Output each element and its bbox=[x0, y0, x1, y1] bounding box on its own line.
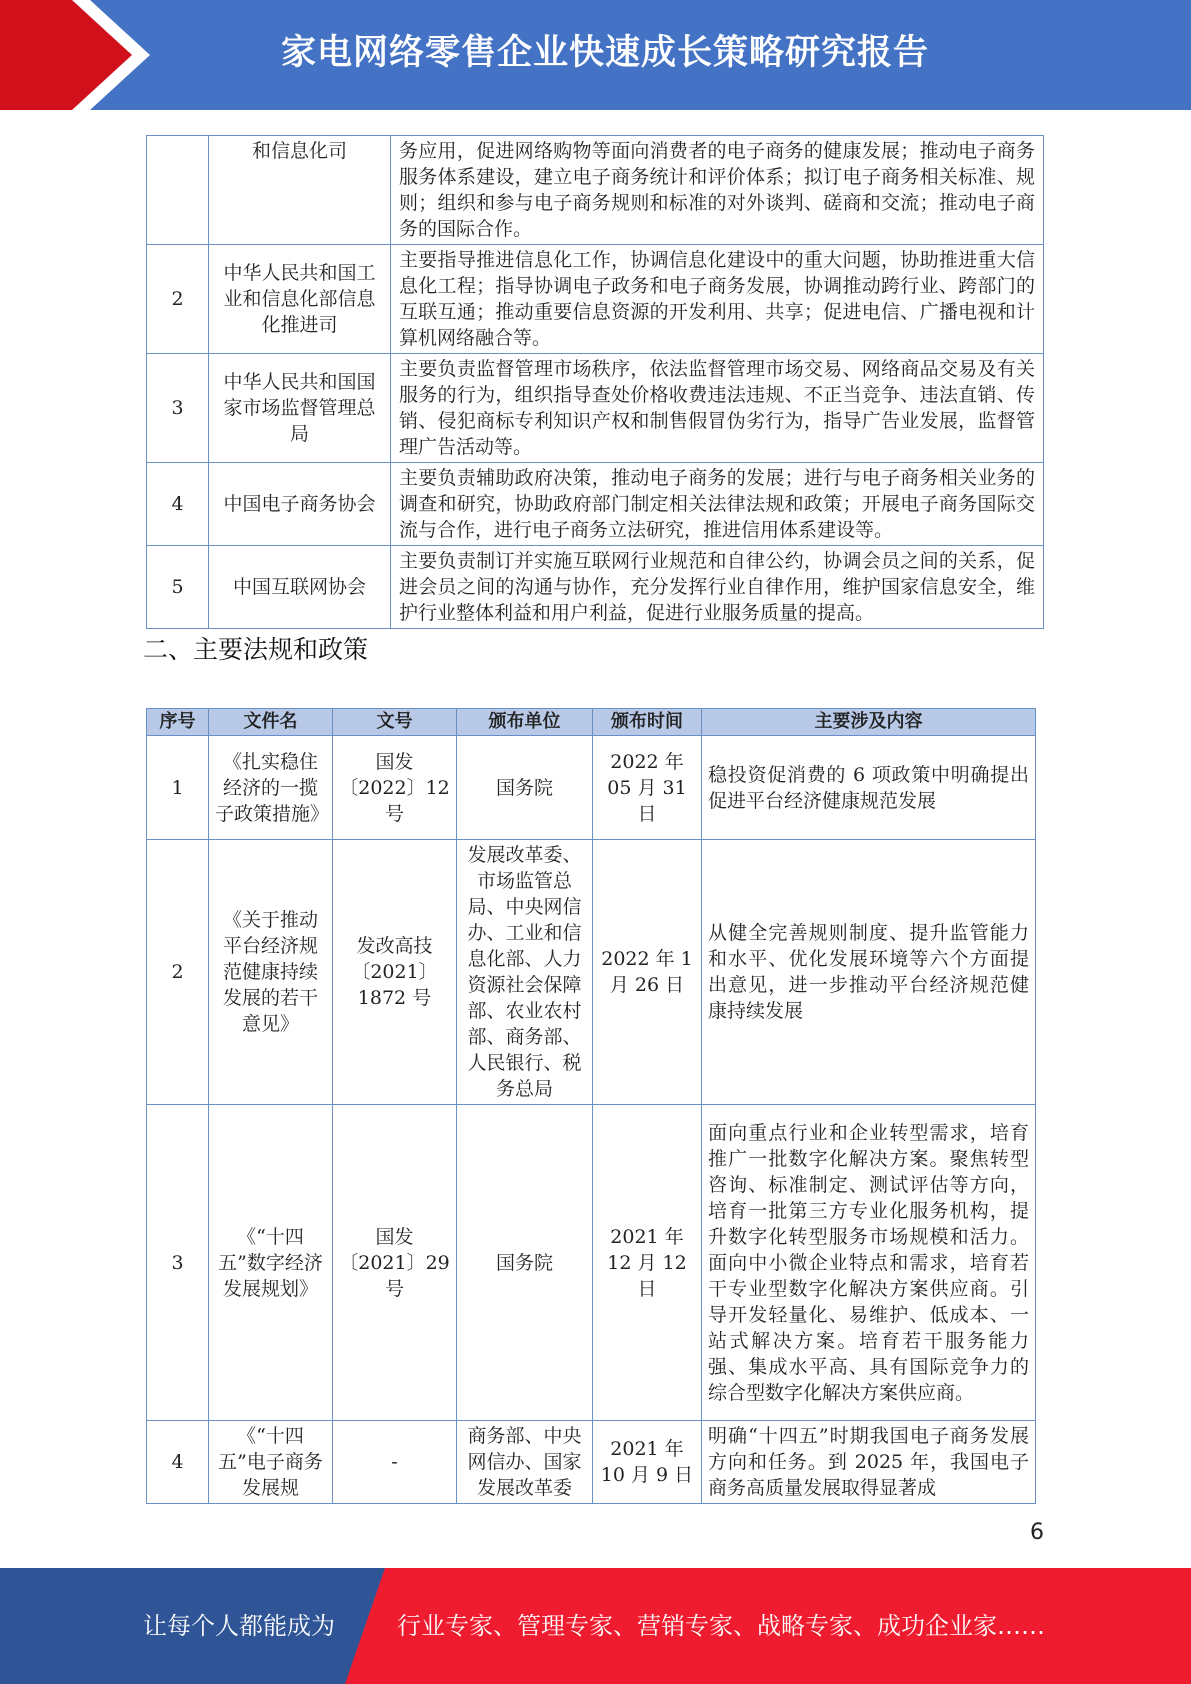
issuer-cell: 国务院 bbox=[457, 1105, 593, 1421]
column-header-issuer: 颁布单位 bbox=[457, 709, 593, 736]
table-row bbox=[147, 546, 1044, 629]
org-cell: 中国电子商务协会 bbox=[209, 463, 391, 546]
organizations-table bbox=[146, 135, 1044, 629]
table-row bbox=[147, 1105, 1036, 1421]
seq-cell bbox=[147, 136, 209, 245]
doc-no-cell: 国发〔2021〕29 号 bbox=[333, 1105, 457, 1421]
report-title: 家电网络零售企业快速成长策略研究报告 bbox=[280, 33, 929, 73]
seq-cell: 2 bbox=[147, 245, 209, 354]
duty-cell: 主要负责监督管理市场秩序，依法监督管理市场交易、网络商品交易及有关服务的行为，组织指导查处价格收费违法违规、不正当竞争、违法直销、传销、侵犯商标专利知识产权和制售假冒伪劣行为，指导广告业发展，监督管理广告活动等。 bbox=[391, 354, 1044, 463]
date-cell: 2022 年 05 月 31 日 bbox=[593, 736, 702, 840]
name-cell: 《“十四五”数字经济发展规划》 bbox=[209, 1105, 333, 1421]
doc-no-cell: - bbox=[333, 1421, 457, 1504]
seq-cell: 1 bbox=[147, 736, 209, 840]
column-header-name: 文件名 bbox=[209, 709, 333, 736]
page-number: 6 bbox=[1030, 1520, 1044, 1545]
duty-cell: 务应用，促进网络购物等面向消费者的电子商务的健康发展；推动电子商务服务体系建设，建立电子商务统计和评价体系；拟订电子商务相关标准、规则；组织和参与电子商务规则和标准的对外谈判、磋商和交流；推动电子商务的国际合作。 bbox=[391, 136, 1044, 245]
table-row bbox=[147, 840, 1036, 1105]
name-cell: 《关于推动平台经济规范健康持续发展的若干意见》 bbox=[209, 840, 333, 1105]
duty-cell: 主要负责制订并实施互联网行业规范和自律公约，协调会员之间的关系，促进会员之间的沟通与协作，充分发挥行业自律作用，维护国家信息安全，维护行业整体利益和用户利益，促进行业服务质量的提高。 bbox=[391, 546, 1044, 629]
duty-cell: 主要指导推进信息化工作，协调信息化建设中的重大问题，协助推进重大信息化工程；指导协调电子政务和电子商务发展，协调推动跨行业、跨部门的互联互通；推动重要信息资源的开发利用、共享；促进电信、广播电视和计算机网络融合等。 bbox=[391, 245, 1044, 354]
date-cell: 2022 年 1 月 26 日 bbox=[593, 840, 702, 1105]
org-cell: 中华人民共和国工业和信息化部信息化推进司 bbox=[209, 245, 391, 354]
content-cell: 从健全完善规则制度、提升监管能力和水平、优化发展环境等六个方面提出意见，进一步推动平台经济规范健康持续发展 bbox=[702, 840, 1036, 1105]
name-cell: 《扎实稳住经济的一揽子政策措施》 bbox=[209, 736, 333, 840]
duty-cell: 主要负责辅助政府决策，推动电子商务的发展；进行与电子商务相关业务的调查和研究，协助政府部门制定相关法律法规和政策；开展电子商务国际交流与合作，进行电子商务立法研究，推进信用体系建设等。 bbox=[391, 463, 1044, 546]
footer-slogan-right: 行业专家、管理专家、营销专家、战略专家、成功企业家…… bbox=[397, 1612, 1045, 1640]
seq-cell: 4 bbox=[147, 463, 209, 546]
seq-cell: 5 bbox=[147, 546, 209, 629]
seq-cell: 3 bbox=[147, 1105, 209, 1421]
org-cell: 和信息化司 bbox=[209, 136, 391, 245]
column-header-date: 颁布时间 bbox=[593, 709, 702, 736]
table-header-row bbox=[147, 709, 1036, 736]
content-cell: 稳投资促消费的 6 项政策中明确提出促进平台经济健康规范发展 bbox=[702, 736, 1036, 840]
content-cell: 面向重点行业和企业转型需求，培育推广一批数字化解决方案。聚焦转型咨询、标准制定、测试评估等方向，培育一批第三方专业化服务机构，提升数字化转型服务市场规模和活力。面向中小微企业特点和需求，培育若干专业型数字化解决方案供应商。引导开发轻量化、易维护、低成本、一站式解决方案。培育若干服务能力强、集成水平高、具有国际竞争力的综合型数字化解决方案供应商。 bbox=[702, 1105, 1036, 1421]
issuer-cell: 国务院 bbox=[457, 736, 593, 840]
column-header-doc-no: 文号 bbox=[333, 709, 457, 736]
page-header bbox=[0, 0, 1191, 110]
org-cell: 中华人民共和国国家市场监督管理总局 bbox=[209, 354, 391, 463]
seq-cell: 2 bbox=[147, 840, 209, 1105]
seq-cell: 3 bbox=[147, 354, 209, 463]
table-row bbox=[147, 136, 1044, 245]
section-heading: 二、主要法规和政策 bbox=[143, 635, 369, 664]
table-row bbox=[147, 245, 1044, 354]
table-row bbox=[147, 1421, 1036, 1504]
footer-slogan-left: 让每个人都能成为 bbox=[143, 1612, 335, 1640]
seq-cell: 4 bbox=[147, 1421, 209, 1504]
table-row bbox=[147, 463, 1044, 546]
doc-no-cell: 国发〔2022〕12 号 bbox=[333, 736, 457, 840]
name-cell: 《“十四五”电子商务发展规 bbox=[209, 1421, 333, 1504]
table-row bbox=[147, 354, 1044, 463]
doc-no-cell: 发改高技〔2021〕1872 号 bbox=[333, 840, 457, 1105]
page-footer bbox=[0, 1568, 1191, 1684]
policies-table bbox=[146, 708, 1036, 1504]
table-row bbox=[147, 736, 1036, 840]
date-cell: 2021 年 12 月 12 日 bbox=[593, 1105, 702, 1421]
column-header-content: 主要涉及内容 bbox=[702, 709, 1036, 736]
org-cell: 中国互联网协会 bbox=[209, 546, 391, 629]
column-header-seq: 序号 bbox=[147, 709, 209, 736]
issuer-cell: 发展改革委、市场监管总局、中央网信办、工业和信息化部、人力资源社会保障部、农业农村部、商务部、人民银行、税务总局 bbox=[457, 840, 593, 1105]
date-cell: 2021 年 10 月 9 日 bbox=[593, 1421, 702, 1504]
content-cell: 明确“十四五”时期我国电子商务发展方向和任务。到 2025 年，我国电子商务高质量发展取得显著成 bbox=[702, 1421, 1036, 1504]
issuer-cell: 商务部、中央网信办、国家发展改革委 bbox=[457, 1421, 593, 1504]
